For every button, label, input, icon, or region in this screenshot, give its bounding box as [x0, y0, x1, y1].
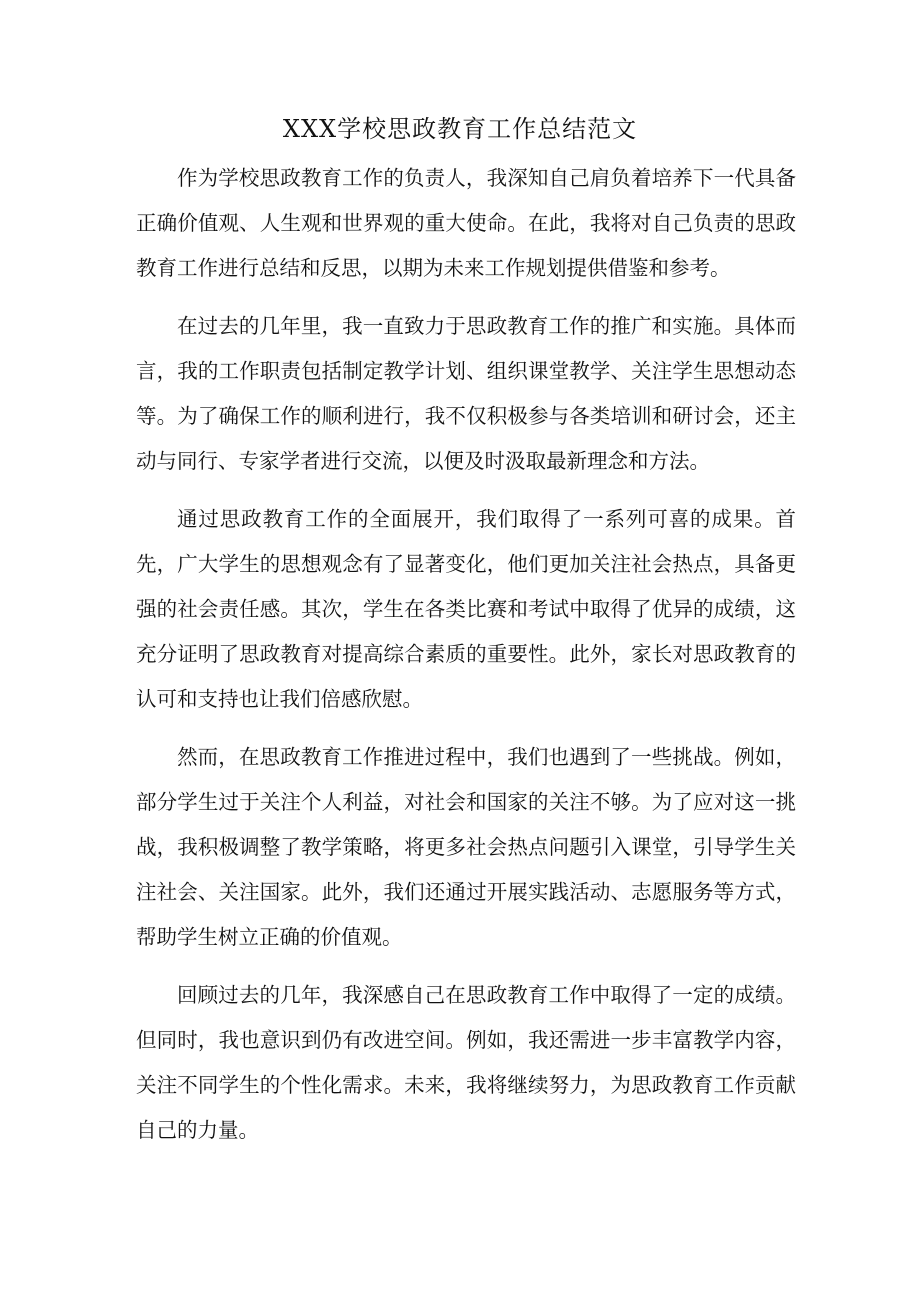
paragraph: 通过思政教育工作的全面展开，我们取得了一系列可喜的成果。首先，广大学生的思想观念有了显著变化，他们更加关注社会热点，具备更强的社会责任感。其次，学生在各类比赛和考试中取得了优异的成绩，这充分证明了思政教育对提高综合素质的重要性。此外，家长对思政教育的认可和支持也让我们倍感欣慰。: [136, 507, 796, 711]
document-body: [136, 156, 796, 1166]
paragraph: 回顾过去的几年，我深感自己在思政教育工作中取得了一定的成绩。但同时，我也意识到仍有改进空间。例如，我还需进一步丰富教学内容，关注不同学生的个性化需求。未来，我将继续努力，为思政教育工作贡献自己的力量。: [136, 983, 796, 1142]
paragraph: 在过去的几年里，我一直致力于思政教育工作的推广和实施。具体而言，我的工作职责包括制定教学计划、组织课堂教学、关注学生思想动态等。为了确保工作的顺利进行，我不仅积极参与各类培训和研讨会，还主动与同行、专家学者进行交流，以便及时汲取最新理念和方法。: [136, 314, 796, 473]
document-title: XXX学校思政教育工作总结范文: [282, 115, 638, 143]
paragraph: 作为学校思政教育工作的负责人，我深知自己肩负着培养下一代具备正确价值观、人生观和世界观的重大使命。在此，我将对自己负责的思政教育工作进行总结和反思，以期为未来工作规划提供借鉴和参考。: [136, 166, 796, 280]
paragraph: 然而，在思政教育工作推进过程中，我们也遇到了一些挑战。例如，部分学生过于关注个人利益，对社会和国家的关注不够。为了应对这一挑战，我积极调整了教学策略，将更多社会热点问题引入课堂，引导学生关注社会、关注国家。此外，我们还通过开展实践活动、志愿服务等方式，帮助学生树立正确的价值观。: [136, 745, 796, 949]
